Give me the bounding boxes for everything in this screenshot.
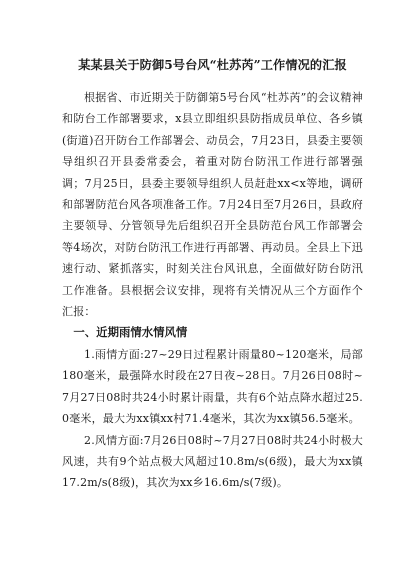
document-title: 某某县关于防御5号台风“杜苏芮”工作情况的汇报 [78, 58, 347, 72]
intro-paragraph: 根据省、市近期关于防御第5号台风“杜苏芮”的会议精神和防台工作部署要求，x县立即组织县防指成员单位、各乡镇(街道)召开防台工作部署会、动员会，7月23日，县委主要领导组织召开县委常委会，着重对防台防汛工作进行部署强调；7月25日，县委主要领导组织人员赶赴xx<x等地，调研和部署防范台风各项准备工作。7月24日至7月26日，县政府主要领导、分管领导先后组织召开全县防范台风工作部署会等4场次，对防台防汛工作进行再部署、再动员。全县上下迅速行动、紧抓落实，时刻关注台风讯息，全面做好防台防汛工作准备。县根据会议安排，现将有关情况从三个方面作个汇报： [62, 91, 363, 319]
section-heading-rain-water-wind: 一、近期雨情水情风情 [73, 325, 188, 340]
rain-paragraph: 1.雨情方面:27~29日过程累计雨量80~120毫米，局部180毫米，最强降水时段在27日夜~28日。7月26日08时~7月27日08时共24小时累计雨量，共有6个站点降水超过25.0毫米，最大为xx镇xx村71.4毫米，其次为xx镇56.5毫米。 [62, 347, 363, 426]
wind-paragraph: 2.风情方面:7月26日08时~7月27日08时共24小时极大风速，共有9个站点极大风超过10.8m/s(6级)，最大为xx镇17.2m/s(8级)，其次为xx乡16.6m/s(7级)。 [62, 433, 363, 490]
